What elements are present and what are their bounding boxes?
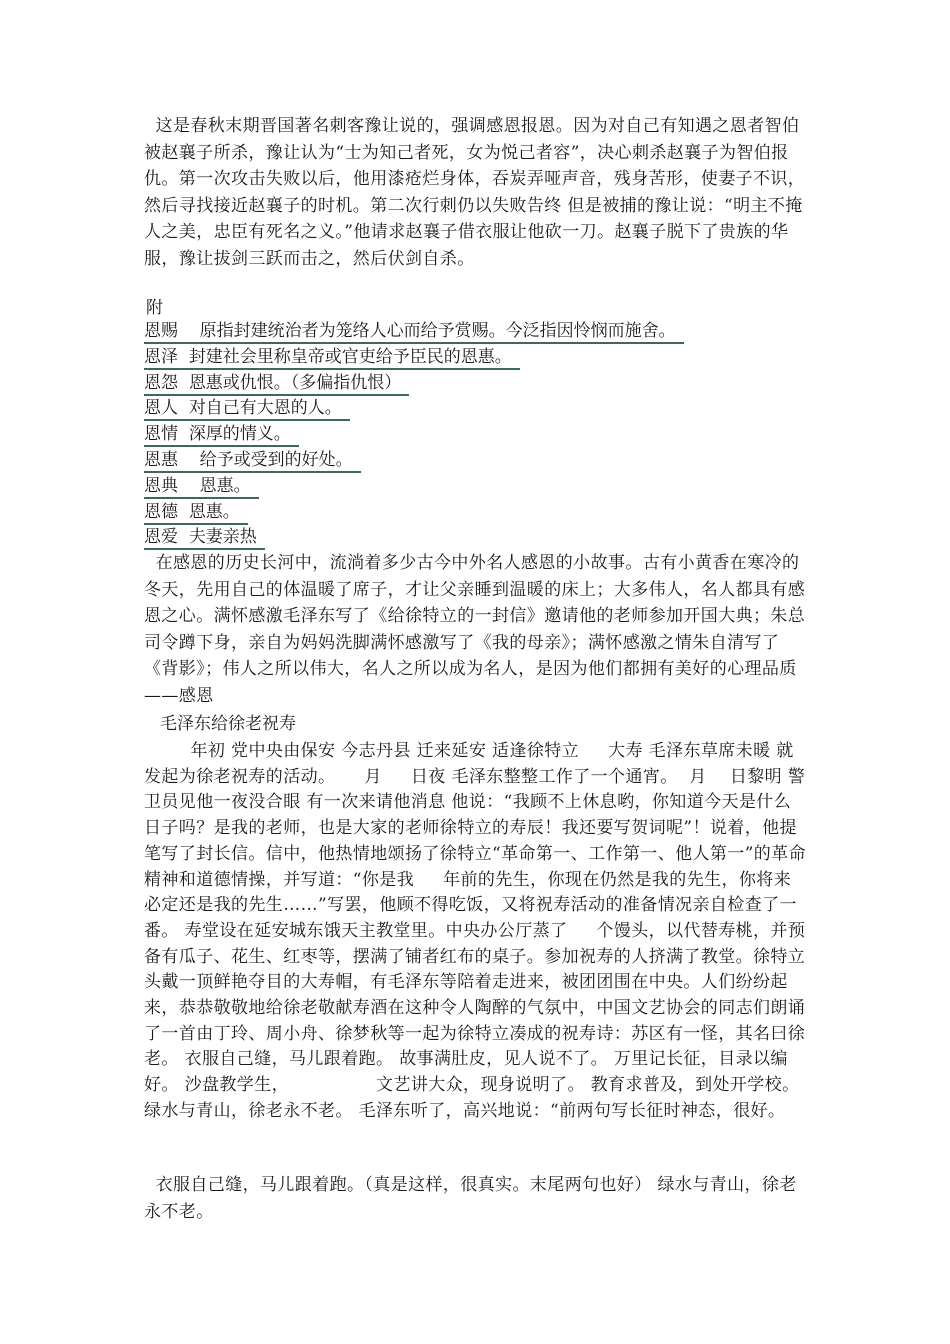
glossary-definition: 恩惠。: [199, 475, 251, 496]
glossary-list: [144, 320, 684, 552]
glossary-item: [144, 475, 684, 501]
glossary-definition: 原指封建统治者为笼络人心而给予赏赐。今泛指因怜悯而施舍。: [199, 321, 676, 341]
glossary-term: 恩爱: [144, 527, 178, 548]
intro-paragraph: 这是春秋末期晋国著名刺客豫让说的，强调感恩报恩。因为对自己有知遇之恩者智伯被赵襄子所杀，豫让认为“士为知己者死，女为悦己者容”，决心刺杀赵襄子为智伯报仇。第一次攻击失败以后，他用漆疮烂身体，吞炭弄哑声音，残身苦形，使妻子不识，然后寻找接近赵襄子的时机。第二次行刺仍以失败告终 但是被捕的豫让说：“明主不掩人之美，忠臣有死名之义。”他请求赵襄子借衣服让他砍一刀。赵襄子脱下了贵族的华服，豫让拔剑三跃而击之，然后伏剑自杀。: [144, 116, 806, 269]
glossary-term: 恩惠: [144, 449, 178, 470]
glossary-sep: [178, 398, 189, 418]
glossary-term: 恩泽: [144, 346, 178, 367]
glossary-definition: 夫妻亲热: [188, 527, 257, 548]
glossary-definition: 给予或受到的好处。: [199, 449, 353, 470]
glossary-term: 恩人: [144, 398, 178, 419]
appendix-label: 附: [146, 298, 163, 318]
story-paragraph: 年初 党中央由保安 今志丹县 迁来延安 适逢徐特立 大寿 毛泽东草席未暖 就发起为徐老祝寿的活动。 月 日夜 毛泽东整整工作了一个通宵。 月 日黎明 警卫员见他一夜没合眼 有一次来请他消息 他说：“我顾不上休息哟，你知道今天是什么日子吗？是我的老师，也是大家的老师徐特立的寿辰！我还要写贺词呢”！说着，他提笔写了封长信。信中，他热情地颂扬了徐特立“革命第一、工作第一、他人第一”的革命精神和道德情操，并写道：“你是我 年前的先生，你现在仍然是我的先生，你将来必定还是我的先生……”写罢，他顾不得吃饭，又将祝寿活动的准备情况亲自检查了一番。 寿堂设在延安城东饿天主教堂里。中央办公厅蒸了 个馒头，以代替寿桃，并预备有瓜子、花生、红枣等，摆满了铺者红布的桌子。参加祝寿的人挤满了教堂。徐特立头戴一顶鲜艳夺目的大寿帽，有毛泽东等陪着走进来，被团团围在中央。人们纷纷起来，恭恭敬敬地给徐老敬献寿酒在这种令人陶醉的气氛中，中国文艺协会的同志们朗诵了一首由丁玲、周小舟、徐梦秋等一起为徐特立凑成的祝寿诗：苏区有一怪，其名曰徐老。 衣服自己缝，马儿跟着跑。 故事满肚皮，见人说不了。 万里记长征，目录以编好。 沙盘教学生， 文艺讲大众，现身说明了。 教育求普及，到处开学校。 绿水与青山，徐老永不老。 毛泽东听了，高兴地说：“前两句写长征时神态，很好。: [144, 741, 806, 1121]
glossary-item: [144, 372, 684, 398]
glossary-sep: [178, 347, 189, 367]
glossary-term: 恩情: [144, 424, 178, 445]
glossary-sep: [178, 373, 189, 393]
glossary-item: [144, 501, 684, 527]
glossary-sep: [178, 450, 200, 470]
glossary-item: [144, 320, 684, 346]
glossary-item: [144, 423, 684, 449]
glossary-definition: 恩惠。: [188, 501, 240, 522]
glossary-term: 恩赐: [144, 321, 178, 341]
glossary-definition: 对自己有大恩的人。: [188, 398, 342, 419]
glossary-item: [144, 397, 684, 423]
glossary-item: [144, 526, 684, 552]
glossary-sep: [178, 502, 189, 522]
glossary-sep: [178, 476, 200, 496]
glossary-definition: 封建社会里称皇帝或官吏给予臣民的恩惠。: [188, 346, 512, 367]
story-title: 毛泽东给徐老祝寿: [160, 714, 296, 734]
closing-paragraph: 衣服自己缝，马儿跟着跑。（真是这样，很真实。末尾两句也好） 绿水与青山，徐老永不老。: [144, 1175, 797, 1222]
glossary-sep: [178, 527, 189, 547]
glossary-item: [144, 346, 684, 372]
glossary-sep: [178, 321, 200, 341]
glossary-term: 恩典: [144, 475, 178, 496]
glossary-definition: 深厚的情义。: [188, 424, 291, 445]
glossary-sep: [178, 424, 189, 444]
glossary-item: [144, 449, 684, 475]
celebrity-paragraph: 在感恩的历史长河中，流淌着多少古今中外名人感恩的小故事。古有小黄香在寒冷的冬天，先用自己的体温暖了席子，才让父亲睡到温暖的床上；大多伟人，名人都具有感恩之心。满怀感激毛泽东写了《给徐特立的一封信》邀请他的老师参加开国大典；朱总司令蹲下身，亲自为妈妈洗脚满怀感激写了《我的母亲》；满怀感激之情朱自清写了《背影》；伟人之所以伟大，名人之所以成为名人，是因为他们都拥有美好的心理品质——感恩: [144, 553, 806, 706]
glossary-term: 恩怨: [144, 372, 178, 393]
glossary-definition: 恩惠或仇恨。（多偏指仇恨）: [188, 372, 402, 393]
glossary-term: 恩德: [144, 501, 178, 522]
